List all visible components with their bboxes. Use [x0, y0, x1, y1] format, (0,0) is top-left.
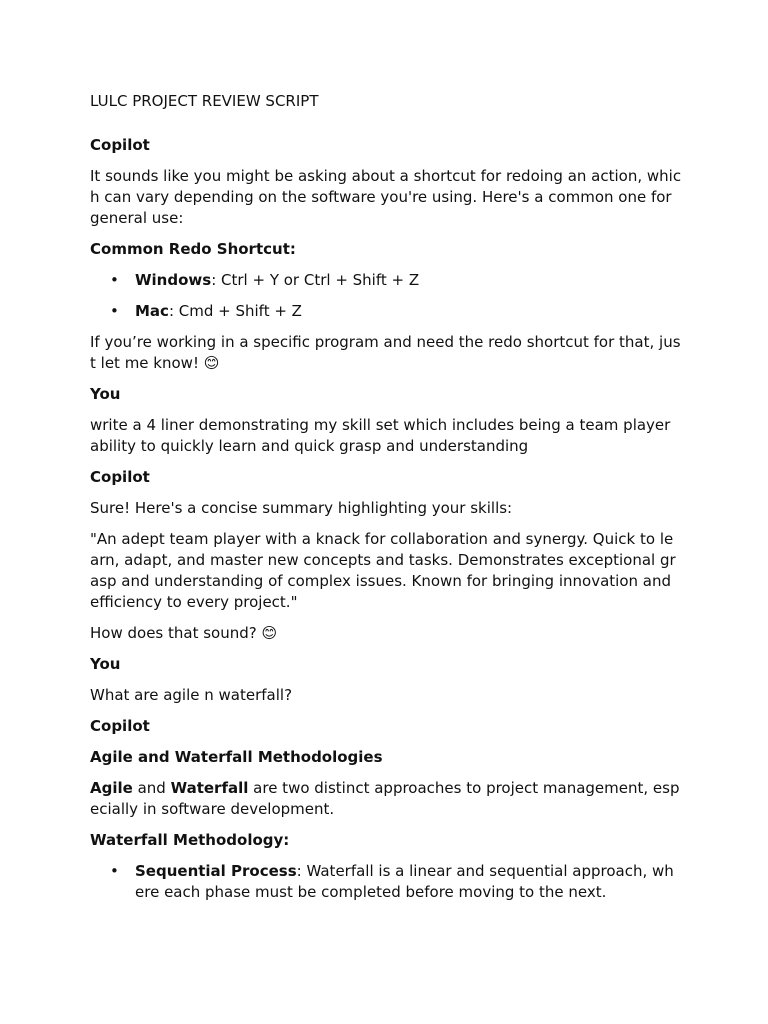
response-paragraph: How does that sound? 😊 [90, 624, 278, 642]
response-paragraph: If you’re working in a specific program and need the redo shortcut for that, just let me know! 😊 [90, 333, 681, 372]
speaker-label: You [90, 655, 121, 673]
list-item [135, 270, 682, 291]
list-item-text: : Waterfall is a linear and sequential approach, where each phase must be completed before moving to the next. [135, 862, 674, 901]
connector-text: and [132, 779, 171, 797]
speaker-label: Copilot [90, 717, 150, 735]
response-paragraph: It sounds like you might be asking about a shortcut for redoing an action, which can vary depending on the software you're using. Here's a common one for general use: [90, 167, 682, 227]
methodology-list [90, 861, 682, 903]
intro-rest-text: are two distinct approaches to project management, especially in software development. [90, 779, 680, 818]
list-item-text: : Ctrl + Y or Ctrl + Shift + Z [211, 271, 420, 289]
list-item [135, 301, 682, 322]
list-item-label: Windows [135, 271, 212, 289]
term-waterfall: Waterfall [170, 779, 249, 797]
section-heading: Waterfall Methodology: [90, 831, 290, 849]
quote-paragraph: "An adept team player with a knack for collaboration and synergy. Quick to learn, adapt, and master new concepts and tasks. Demonstrates exceptional grasp and understanding of complex issues. Known for bringing innovation and efficiency to every project." [90, 530, 676, 611]
list-item-text: : Cmd + Shift + Z [168, 302, 302, 320]
response-paragraph: Sure! Here's a concise summary highlighting your skills: [90, 499, 513, 517]
list-item-label: Mac [135, 302, 169, 320]
prompt-paragraph: write a 4 liner demonstrating my skill set which includes being a team player ability to quickly learn and quick grasp and understanding [90, 416, 671, 455]
response-paragraph [90, 778, 682, 820]
speaker-label: You [90, 385, 121, 403]
document-content [90, 91, 682, 913]
list-item [135, 861, 682, 903]
speaker-label: Copilot [90, 136, 150, 154]
list-item-label: Sequential Process [135, 862, 297, 880]
speaker-label: Copilot [90, 468, 150, 486]
term-agile: Agile [90, 779, 133, 797]
document-title: LULC PROJECT REVIEW SCRIPT [90, 92, 319, 110]
prompt-paragraph: What are agile n waterfall? [90, 686, 293, 704]
shortcut-list [90, 270, 682, 322]
section-heading: Agile and Waterfall Methodologies [90, 748, 383, 766]
section-heading: Common Redo Shortcut: [90, 240, 296, 258]
